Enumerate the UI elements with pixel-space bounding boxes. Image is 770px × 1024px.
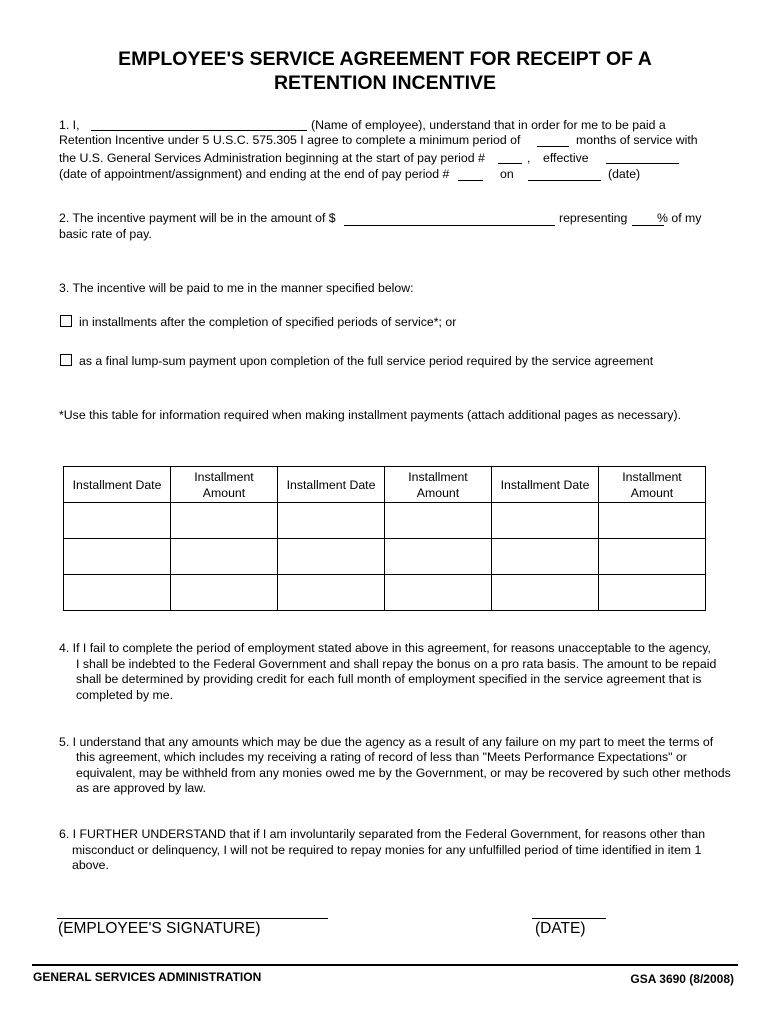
table-cell[interactable] xyxy=(171,503,278,539)
end-date-field[interactable] xyxy=(528,180,601,181)
lump-sum-option-label: as a final lump-sum payment upon completion of the full service period required by the service agreement xyxy=(79,354,654,368)
installments-option-label: in installments after the completion of specified periods of service*; or xyxy=(79,315,457,329)
table-cell[interactable] xyxy=(492,575,599,611)
table-row xyxy=(64,539,706,575)
table-row xyxy=(64,575,706,611)
installments-checkbox[interactable] xyxy=(60,315,72,327)
item1-date-label: (date) xyxy=(608,167,641,181)
item1-comma: , xyxy=(527,151,531,165)
item2-representing-label: representing xyxy=(559,211,628,225)
table-cell[interactable] xyxy=(385,575,492,611)
table-cell[interactable] xyxy=(385,503,492,539)
footer-divider xyxy=(32,964,738,966)
footer-agency: GENERAL SERVICES ADMINISTRATION xyxy=(33,970,262,984)
installment-table-note: *Use this table for information required when making installment payments (attach additional pages as necessary). xyxy=(59,408,681,422)
form-title-line-2: RETENTION INCENTIVE xyxy=(273,72,497,94)
table-cell[interactable] xyxy=(278,539,385,575)
incentive-amount-field[interactable] xyxy=(344,225,555,226)
item6-line-2: misconduct or delinquency, I will not be required to repay monies for any unfulfilled period of time identified in item 1 xyxy=(72,843,702,857)
table-header-row xyxy=(64,467,706,503)
table-cell[interactable] xyxy=(492,539,599,575)
effective-date-field[interactable] xyxy=(606,163,679,164)
table-cell[interactable] xyxy=(278,575,385,611)
table-cell[interactable] xyxy=(64,575,171,611)
item6-line-1: 6. I FURTHER UNDERSTAND that if I am involuntarily separated from the Federal Government, for reasons other than xyxy=(59,827,706,841)
table-header-installment-date: Installment Date xyxy=(278,467,385,503)
item5-line-2: this agreement, which includes my receiving a rating of record of less than "Meets Performance Expectations" or xyxy=(76,750,687,764)
end-pay-period-field[interactable] xyxy=(458,180,483,181)
item4-line-1: 4. If I fail to complete the period of employment stated above in this agreement, for reasons unacceptable to the agency, xyxy=(59,641,711,655)
item1-months-label: months of service with xyxy=(576,133,698,147)
item4-line-4: completed by me. xyxy=(76,688,174,702)
footer-form-number: GSA 3690 (8/2008) xyxy=(630,972,734,986)
item4-line-2: I shall be indebted to the Federal Government and shall repay the bonus on a pro rata basis. The amount to be repaid xyxy=(76,657,717,671)
table-cell[interactable] xyxy=(171,539,278,575)
item5-line-3: equivalent, may be withheld from any monies owed me by the Government, or may be recovered by such other methods xyxy=(76,766,731,780)
item2-percent-label: % of my xyxy=(657,211,702,225)
lump-sum-checkbox[interactable] xyxy=(60,354,72,366)
table-cell[interactable] xyxy=(385,539,492,575)
item1-name-label: (Name of employee), understand that in order for me to be paid a xyxy=(311,118,666,132)
table-cell[interactable] xyxy=(64,503,171,539)
start-pay-period-field[interactable] xyxy=(498,163,522,164)
item5-line-1: 5. I understand that any amounts which may be due the agency as a result of any failure on my part to meet the terms of xyxy=(59,735,714,749)
item1-line-3: the U.S. General Services Administration beginning at the start of pay period # xyxy=(59,151,485,165)
item1-line-4: (date of appointment/assignment) and ending at the end of pay period # xyxy=(59,167,450,181)
item5-line-4: as are approved by law. xyxy=(76,781,206,795)
item6-line-3: above. xyxy=(72,858,109,872)
employee-name-field[interactable] xyxy=(91,130,307,131)
table-cell[interactable] xyxy=(599,539,706,575)
item3-intro: 3. The incentive will be paid to me in the manner specified below: xyxy=(59,281,414,295)
item4-line-3: shall be determined by providing credit for each full month of employment specified in the service agreement that is xyxy=(76,672,702,686)
table-header-installment-date: Installment Date xyxy=(492,467,599,503)
table-header-installment-date: Installment Date xyxy=(64,467,171,503)
table-header-installment-amount: Installment Amount xyxy=(385,467,492,503)
table-cell[interactable] xyxy=(599,503,706,539)
months-of-service-field[interactable] xyxy=(537,146,569,147)
employee-signature-label: (EMPLOYEE'S SIGNATURE) xyxy=(58,920,261,937)
signature-date-line[interactable] xyxy=(532,918,606,919)
table-row xyxy=(64,503,706,539)
table-cell[interactable] xyxy=(599,575,706,611)
table-cell[interactable] xyxy=(278,503,385,539)
table-header-installment-amount: Installment Amount xyxy=(599,467,706,503)
item1-effective-label: effective xyxy=(543,151,589,165)
form-title-line-1: EMPLOYEE'S SERVICE AGREEMENT FOR RECEIPT OF A xyxy=(118,48,652,70)
signature-date-label: (DATE) xyxy=(535,920,586,937)
table-header-installment-amount: Installment Amount xyxy=(171,467,278,503)
item2-line-2: basic rate of pay. xyxy=(59,227,152,241)
table-cell[interactable] xyxy=(171,575,278,611)
table-cell[interactable] xyxy=(64,539,171,575)
employee-signature-line[interactable] xyxy=(57,918,328,919)
table-cell[interactable] xyxy=(492,503,599,539)
installment-table xyxy=(63,466,706,611)
item1-on-label: on xyxy=(500,167,514,181)
item2-line-1: 2. The incentive payment will be in the amount of $ xyxy=(59,211,336,225)
item1-number: 1. I, xyxy=(59,118,80,132)
item1-line-2: Retention Incentive under 5 U.S.C. 575.305 I agree to complete a minimum period of xyxy=(59,133,521,147)
